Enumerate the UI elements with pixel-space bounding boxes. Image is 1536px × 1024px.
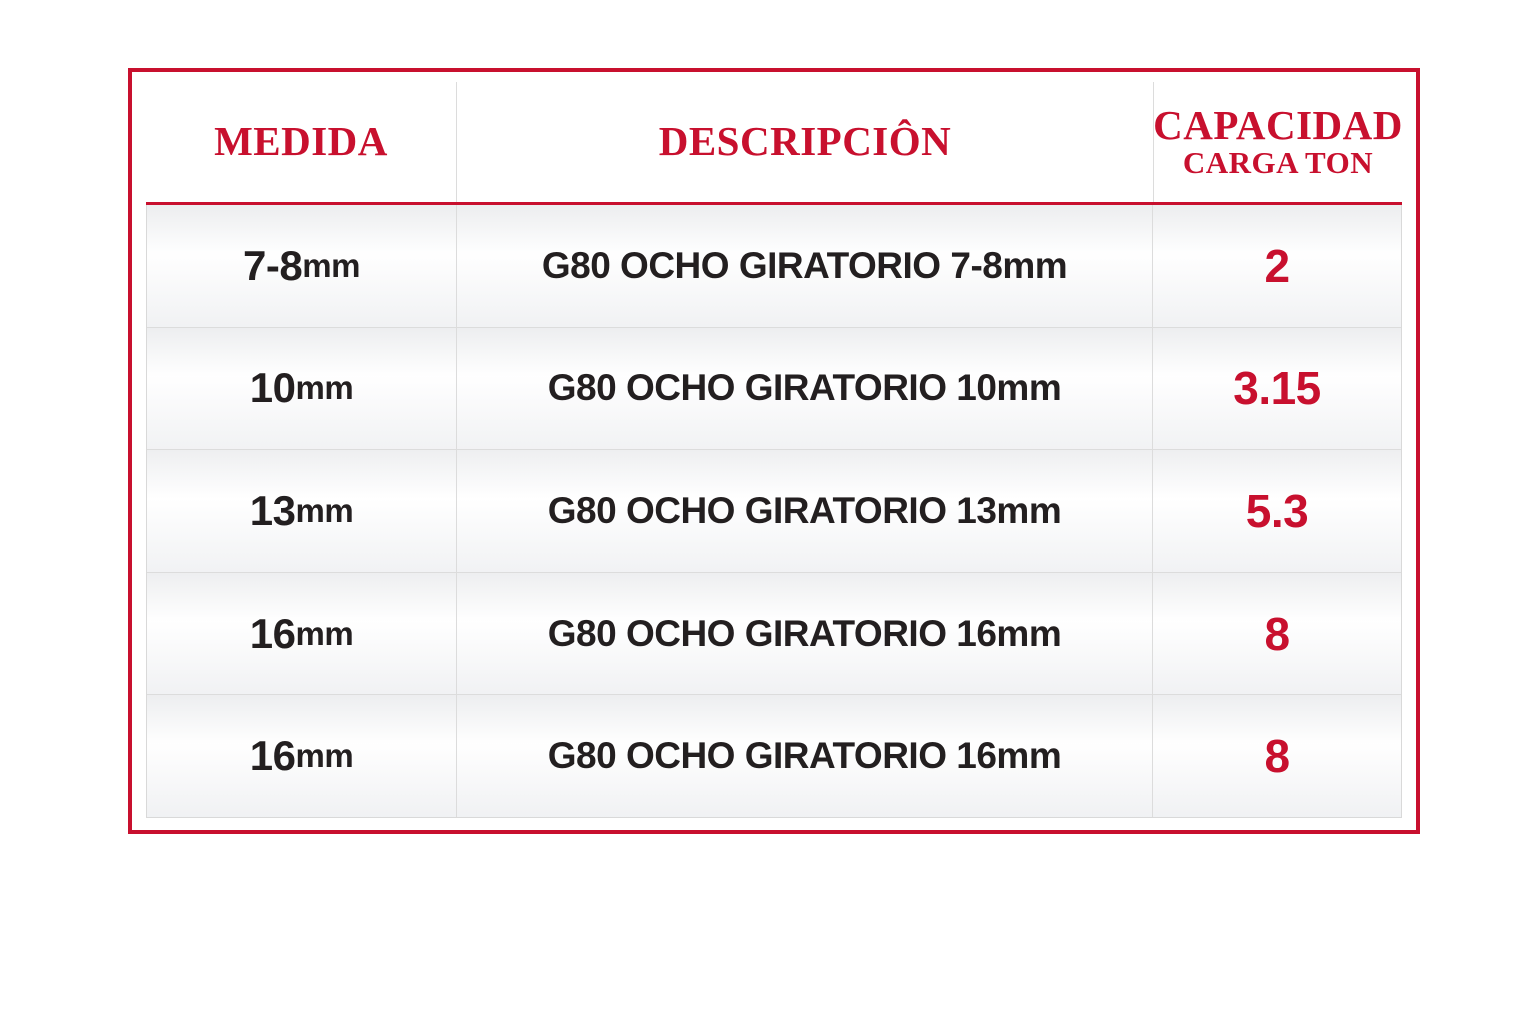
medida-value: 7-8 — [243, 241, 303, 289]
cell-capacidad: 5.3 — [1245, 484, 1309, 537]
medida-unit: mm — [295, 737, 354, 775]
cell-capacidad: 3.15 — [1233, 362, 1321, 415]
cell-medida — [147, 205, 457, 327]
table-row — [147, 328, 1401, 451]
medida-value: 10 — [249, 364, 296, 412]
column-header-capacidad — [1154, 82, 1402, 202]
cell-descripcion: G80 OCHO GIRATORIO 7-8mm — [457, 205, 1153, 327]
cell-descripcion: G80 OCHO GIRATORIO 10mm — [457, 328, 1153, 450]
table-row — [147, 695, 1401, 817]
medida-unit: mm — [295, 369, 354, 407]
column-header-descripcion — [457, 82, 1154, 202]
cell-descripcion: G80 OCHO GIRATORIO 16mm — [457, 695, 1153, 817]
cell-medida — [147, 328, 457, 450]
column-header-medida — [146, 82, 457, 202]
cell-medida — [147, 450, 457, 572]
column-header-capacidad-label-line1: CAPACIDAD — [1153, 102, 1403, 149]
cell-capacidad: 8 — [1264, 730, 1290, 783]
table-row — [147, 450, 1401, 573]
medida-unit: mm — [295, 614, 354, 652]
medida-value: 16 — [249, 732, 296, 780]
cell-capacidad: 8 — [1264, 607, 1290, 660]
cell-medida — [147, 695, 457, 817]
specification-table — [128, 68, 1420, 834]
column-header-medida-label: MEDIDA — [214, 118, 388, 165]
table-header-row — [146, 82, 1402, 205]
table-inner — [146, 82, 1402, 818]
medida-unit: mm — [302, 246, 360, 284]
cell-descripcion: G80 OCHO GIRATORIO 13mm — [457, 450, 1153, 572]
medida-value: 16 — [249, 609, 296, 657]
cell-medida — [147, 573, 457, 695]
medida-value: 13 — [249, 486, 296, 534]
column-header-descripcion-label: DESCRIPCIÔN — [658, 118, 952, 165]
cell-capacidad: 2 — [1264, 239, 1290, 292]
column-header-capacidad-label-line2: CARGA TON — [1182, 145, 1374, 181]
medida-unit: mm — [295, 491, 354, 529]
table-row — [147, 205, 1401, 328]
cell-descripcion: G80 OCHO GIRATORIO 16mm — [457, 573, 1153, 695]
table-row — [147, 573, 1401, 696]
table-body — [146, 205, 1402, 818]
